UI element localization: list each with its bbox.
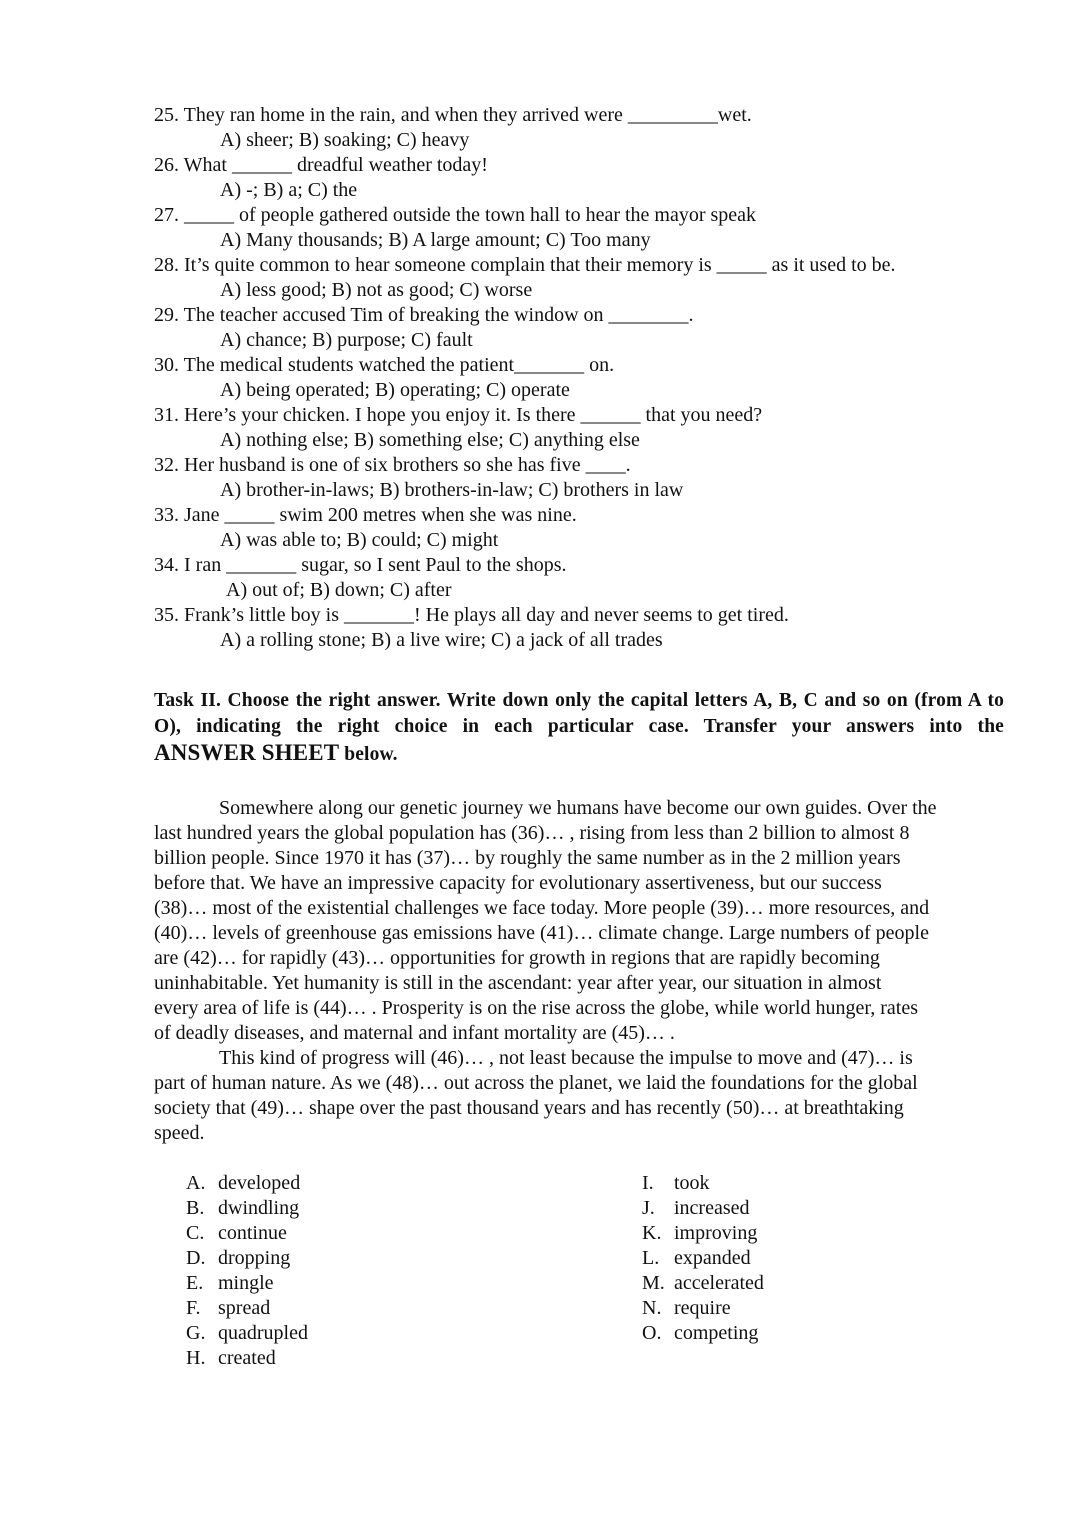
task-instructions — [154, 688, 1004, 768]
word-option — [186, 1221, 308, 1246]
option-word: improving — [674, 1222, 758, 1244]
option-word: spread — [218, 1297, 271, 1319]
task-tail: below. — [344, 744, 398, 765]
option-letter: M. — [642, 1272, 665, 1294]
passage-line: of deadly diseases, and maternal and infant mortality are (45)… . — [154, 1022, 675, 1044]
question-stem: 32. Her husband is one of six brothers so she has five ____. — [154, 454, 631, 476]
question-options: A) brother-in-laws; B) brothers-in-law; C) brothers in law — [220, 479, 684, 501]
word-option — [642, 1296, 764, 1321]
question-options: A) was able to; B) could; C) might — [220, 529, 499, 551]
option-word: developed — [218, 1172, 301, 1194]
question-item — [154, 503, 1014, 553]
word-option — [642, 1271, 764, 1296]
question-item — [154, 303, 1014, 353]
question-item — [154, 603, 1014, 653]
question-stem: 31. Here’s your chicken. I hope you enjoy it. Is there ______ that you need? — [154, 404, 763, 426]
question-item — [154, 453, 1014, 503]
passage-line: part of human nature. As we (48)… out across the planet, we laid the foundations for the global — [154, 1072, 918, 1094]
passage-line: society that (49)… shape over the past thousand years and has recently (50)… at breathtaking — [154, 1097, 904, 1119]
passage-line: are (42)… for rapidly (43)… opportunities for growth in regions that are rapidly becoming — [154, 947, 880, 969]
passage-line: (38)… most of the existential challenges we face today. More people (39)… more resources, and — [154, 897, 930, 919]
option-word: accelerated — [674, 1272, 764, 1294]
option-word: mingle — [218, 1272, 274, 1294]
question-options: A) sheer; B) soaking; C) heavy — [220, 129, 470, 151]
option-word: dwindling — [218, 1197, 300, 1219]
word-option — [186, 1196, 308, 1221]
option-letter: I. — [642, 1172, 654, 1194]
passage-line: uninhabitable. Yet humanity is still in the ascendant: year after year, our situation in almost — [154, 972, 882, 994]
answer-sheet-label: ANSWER SHEET — [154, 740, 340, 765]
question-stem: 34. I ran _______ sugar, so I sent Paul to the shops. — [154, 554, 567, 576]
question-options: A) Many thousands; B) A large amount; C) Too many — [220, 229, 651, 251]
question-stem: 29. The teacher accused Tim of breaking the window on ________. — [154, 304, 694, 326]
option-letter: F. — [186, 1297, 201, 1319]
option-letter: A. — [186, 1172, 206, 1194]
option-letter: H. — [186, 1347, 206, 1369]
passage-line: (40)… levels of greenhouse gas emissions have (41)… climate change. Large numbers of people — [154, 922, 929, 944]
reading-passage — [154, 796, 1004, 1146]
option-word: dropping — [218, 1247, 291, 1269]
option-word: increased — [674, 1197, 750, 1219]
passage-line: every area of life is (44)… . Prosperity is on the rise across the globe, while world hunger, rates — [154, 997, 918, 1019]
option-word: continue — [218, 1222, 287, 1244]
question-stem: 26. What ______ dreadful weather today! — [154, 154, 488, 176]
question-list — [154, 103, 1014, 653]
passage-line: billion people. Since 1970 it has (37)… by roughly the same number as in the 2 million years — [154, 847, 901, 869]
question-options: A) being operated; B) operating; C) operate — [220, 379, 570, 401]
option-letter: K. — [642, 1222, 662, 1244]
task-text: Task II. Choose the right answer. Write down only the capital letters A, B, C and so on (from A to O), indicating the right choice in each particular case. Transfer your answers into the — [154, 690, 1004, 737]
word-bank-left — [186, 1171, 308, 1371]
word-option — [186, 1171, 308, 1196]
option-letter: D. — [186, 1247, 206, 1269]
question-options: A) less good; B) not as good; C) worse — [220, 279, 533, 301]
word-option — [186, 1271, 308, 1296]
question-options: A) a rolling stone; B) a live wire; C) a jack of all trades — [220, 629, 663, 651]
question-options: A) chance; B) purpose; C) fault — [220, 329, 473, 351]
option-letter: E. — [186, 1272, 204, 1294]
option-letter: O. — [642, 1322, 662, 1344]
option-letter: B. — [186, 1197, 205, 1219]
option-word: competing — [674, 1322, 759, 1344]
option-word: quadrupled — [218, 1322, 308, 1344]
question-item — [154, 103, 1014, 153]
question-item — [154, 203, 1014, 253]
question-options: A) -; B) a; C) the — [220, 179, 358, 201]
option-word: require — [674, 1297, 731, 1319]
question-options: A) nothing else; B) something else; C) anything else — [220, 429, 640, 451]
option-word: created — [218, 1347, 276, 1369]
option-letter: C. — [186, 1222, 205, 1244]
question-item — [154, 153, 1014, 203]
word-option — [642, 1246, 764, 1271]
word-option — [642, 1221, 764, 1246]
word-option — [186, 1246, 308, 1271]
question-stem: 28. It’s quite common to hear someone complain that their memory is _____ as it used to be. — [154, 254, 896, 276]
passage-line: last hundred years the global population has (36)… , rising from less than 2 billion to almost 8 — [154, 822, 910, 844]
question-stem: 25. They ran home in the rain, and when they arrived were _________wet. — [154, 104, 752, 126]
question-item — [154, 253, 1014, 303]
word-option — [642, 1321, 764, 1346]
passage-line: speed. — [154, 1122, 205, 1144]
option-word: expanded — [674, 1247, 751, 1269]
passage-line: This kind of progress will (46)… , not least because the impulse to move and (47)… is — [219, 1047, 913, 1069]
word-option — [642, 1171, 764, 1196]
question-item — [154, 353, 1014, 403]
word-option — [186, 1346, 308, 1371]
question-item — [154, 553, 1014, 603]
question-stem: 27. _____ of people gathered outside the town hall to hear the mayor speak — [154, 204, 757, 226]
question-stem: 35. Frank’s little boy is _______! He plays all day and never seems to get tired. — [154, 604, 789, 626]
question-stem: 30. The medical students watched the patient_______ on. — [154, 354, 615, 376]
question-item — [154, 403, 1014, 453]
passage-line: Somewhere along our genetic journey we humans have become our own guides. Over the — [219, 797, 937, 819]
word-option — [642, 1196, 764, 1221]
option-word: took — [674, 1172, 710, 1194]
word-option — [186, 1296, 308, 1321]
passage-line: before that. We have an impressive capacity for evolutionary assertiveness, but our success — [154, 872, 882, 894]
question-options: A) out of; B) down; C) after — [226, 579, 452, 601]
option-letter: N. — [642, 1297, 662, 1319]
option-letter: G. — [186, 1322, 206, 1344]
word-bank-right — [642, 1171, 764, 1346]
option-letter: J. — [642, 1197, 655, 1219]
question-stem: 33. Jane _____ swim 200 metres when she was nine. — [154, 504, 577, 526]
option-letter: L. — [642, 1247, 660, 1269]
word-option — [186, 1321, 308, 1346]
